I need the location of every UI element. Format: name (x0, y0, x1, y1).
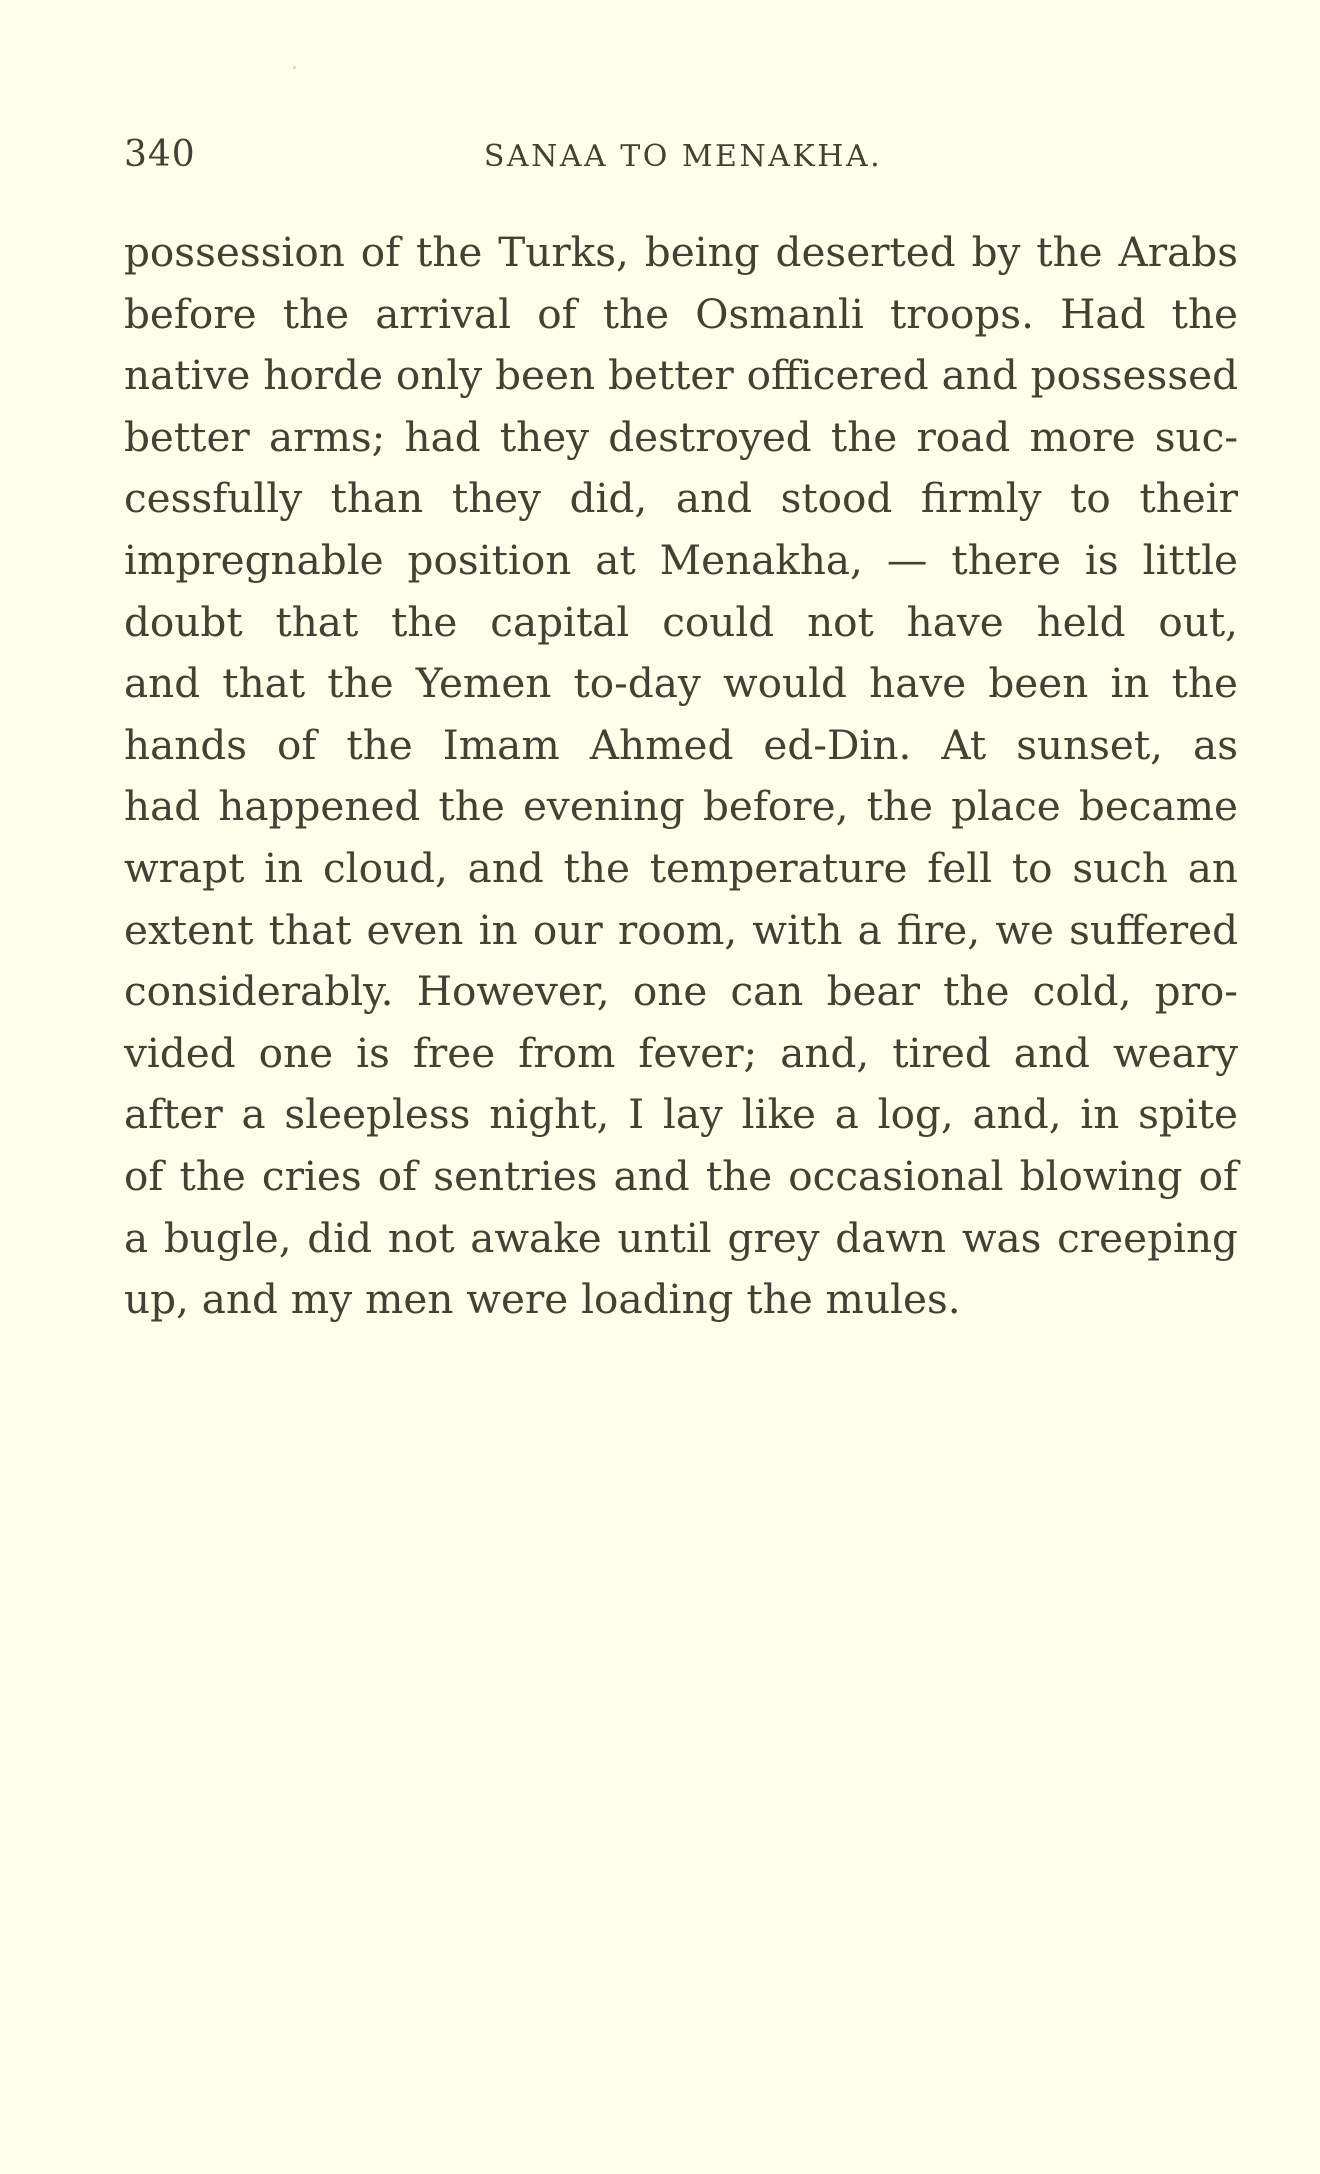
text-line: of the cries of sentries and the occasional blowing of (124, 1151, 1238, 1200)
text-line: wrapt in cloud, and the temperature fell to such an (124, 843, 1238, 892)
text-line: considerably. However, one can bear the cold, pro- (124, 967, 1238, 1016)
text-line: doubt that the capital could not have held out, (124, 597, 1238, 646)
text-line: vided one is free from fever; and, tired and weary (124, 1028, 1238, 1077)
text-line: better arms; had they destroyed the road more suc- (124, 412, 1238, 461)
text-line: up, and my men were loading the mules. (124, 1275, 961, 1324)
text-line: possession of the Turks, being deserted by the Arabs (124, 228, 1238, 276)
page-number: 340 (124, 134, 196, 175)
text-line: impregnable position at Menakha, — there is little (124, 535, 1238, 584)
text-line: native horde only been better officered and possessed (124, 351, 1238, 400)
running-title: SANAA TO MENAKHA. (483, 139, 883, 174)
text-line: hands of the Imam Ahmed ed-Din. At sunset, as (124, 720, 1238, 769)
text-line: extent that even in our room, with a fire, we suffered (124, 905, 1238, 954)
text-line: had happened the evening before, the place became (124, 782, 1238, 831)
text-line: a bugle, did not awake until grey dawn was creeping (124, 1213, 1238, 1262)
text-line: and that the Yemen to-day would have been in the (124, 659, 1238, 708)
text-line: cessfully than they did, and stood firmly to their (124, 474, 1238, 523)
text-line: after a sleepless night, I lay like a log, and, in spite (124, 1090, 1238, 1139)
paper-speck (293, 66, 296, 69)
running-header (124, 130, 1238, 180)
text-line: before the arrival of the Osmanli troops. Had the (124, 289, 1238, 338)
body-paragraph (124, 222, 1238, 1331)
